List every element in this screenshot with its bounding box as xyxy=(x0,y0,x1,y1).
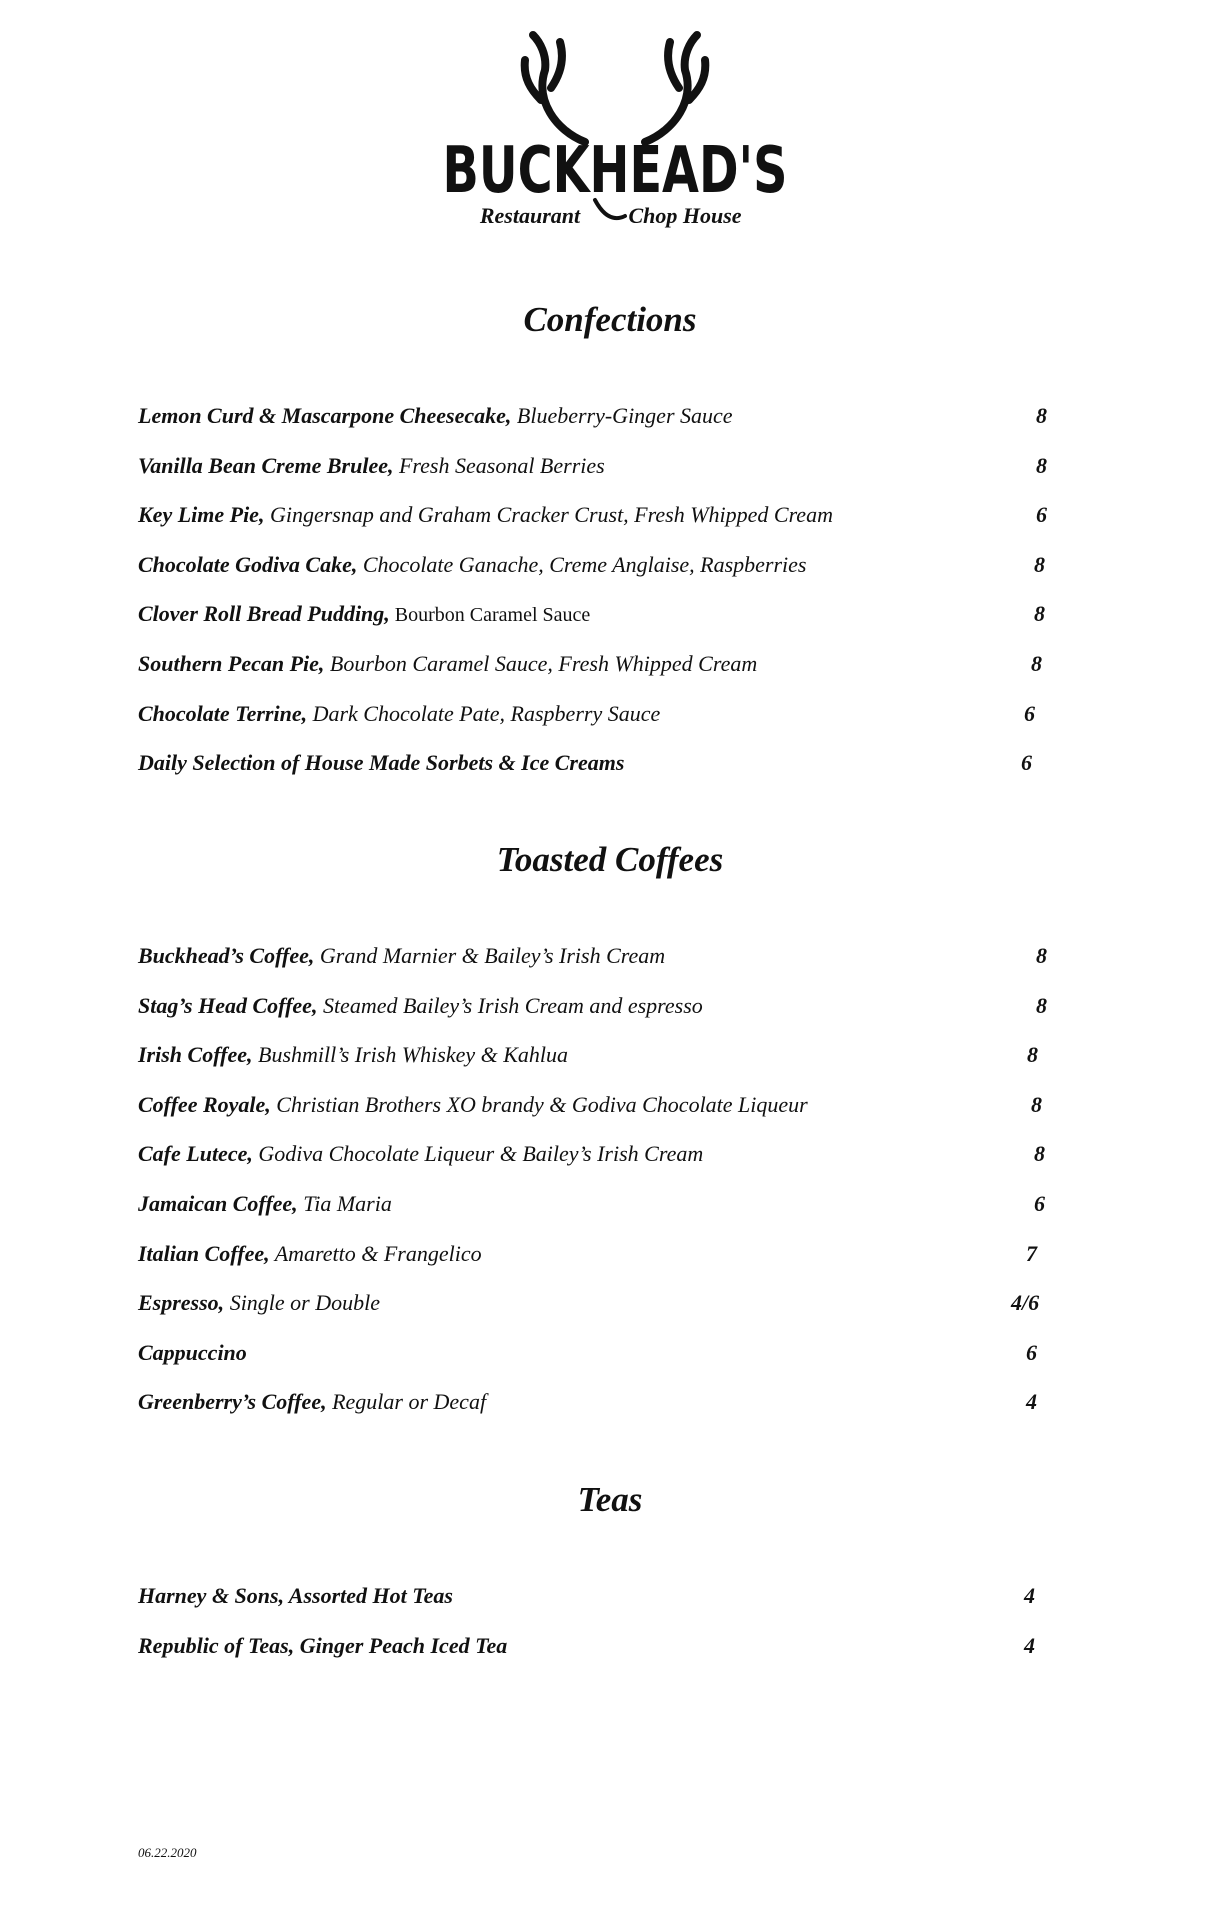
item-description: Blueberry-Ginger Sauce xyxy=(511,403,733,428)
item-description: Single or Double xyxy=(224,1290,381,1316)
menu-item xyxy=(138,1091,1048,1144)
menu-item xyxy=(138,1292,1048,1342)
item-price: 6 xyxy=(1036,502,1047,528)
item-name: Cafe Lutece, xyxy=(138,1141,253,1167)
menu-item xyxy=(138,551,1048,604)
menu-item xyxy=(138,1044,1048,1094)
item-name: Clover Roll Bread Pudding, xyxy=(138,601,390,627)
item-name: Daily Selection of House Made Sorbets & Ice Creams xyxy=(138,750,625,776)
menu-item xyxy=(138,700,1048,753)
menu-item xyxy=(138,992,1048,1045)
teas-list xyxy=(138,1585,1048,1684)
item-price: 6 xyxy=(1034,1190,1045,1216)
item-name: Irish Coffee, xyxy=(138,1042,253,1068)
item-price: 6 xyxy=(1024,700,1035,726)
menu-item xyxy=(138,405,1048,455)
item-price: 4/6 xyxy=(1011,1290,1040,1316)
item-name: Jamaican Coffee, xyxy=(138,1190,298,1216)
item-price: 8 xyxy=(1034,551,1045,577)
item-description: Grand Marnier & Bailey’s Irish Cream xyxy=(314,943,666,968)
item-price: 8 xyxy=(1027,1042,1038,1068)
item-name: Coffee Royale, xyxy=(138,1091,271,1117)
item-name: Chocolate Godiva Cake, xyxy=(138,551,358,577)
menu-item xyxy=(138,1585,1048,1635)
antlers-logo-icon xyxy=(435,30,795,230)
item-price: 8 xyxy=(1036,943,1047,968)
logo-brand-text: BUCKHEAD'S xyxy=(442,134,788,208)
item-price: 8 xyxy=(1036,403,1047,428)
item-price: 8 xyxy=(1031,1091,1042,1117)
item-name: Stag’s Head Coffee, xyxy=(138,992,318,1018)
menu-item xyxy=(138,1339,1048,1392)
item-name: Italian Coffee, xyxy=(138,1240,270,1266)
item-price: 7 xyxy=(1026,1240,1037,1266)
item-description: Fresh Seasonal Berries xyxy=(393,452,605,478)
item-price: 4 xyxy=(1026,1389,1037,1415)
item-description: Steamed Bailey’s Irish Cream and espresso xyxy=(317,992,703,1018)
item-price: 8 xyxy=(1036,992,1047,1018)
menu-item xyxy=(138,650,1048,703)
menu-item xyxy=(138,1143,1048,1193)
menu-item xyxy=(138,504,1048,554)
item-description: Regular or Decaf xyxy=(326,1389,487,1415)
menu-item xyxy=(138,1190,1048,1243)
section-title-teas: Teas xyxy=(577,1480,643,1519)
item-description: Bourbon Caramel Sauce xyxy=(389,604,591,627)
item-price: 4 xyxy=(1024,1583,1035,1608)
item-name: Chocolate Terrine, xyxy=(138,700,308,726)
item-name: Buckhead’s Coffee, xyxy=(138,943,315,968)
menu-item xyxy=(138,752,1048,802)
item-name: Key Lime Pie, xyxy=(138,502,265,528)
item-description: Chocolate Ganache, Creme Anglaise, Raspberries xyxy=(357,551,807,577)
logo-tagline-left: Restaurant xyxy=(479,203,581,228)
section-title-confections: Confections xyxy=(523,300,697,339)
item-price: 8 xyxy=(1034,601,1045,627)
menu-item xyxy=(138,452,1048,505)
item-price: 8 xyxy=(1034,1141,1045,1167)
item-name: Harney & Sons, Assorted Hot Teas xyxy=(138,1583,453,1608)
section-title-toasted-coffees: Toasted Coffees xyxy=(496,840,724,879)
logo-tagline-right: Chop House xyxy=(628,203,742,228)
menu-item xyxy=(138,1391,1048,1441)
item-description: Amaretto & Frangelico xyxy=(269,1240,482,1266)
menu-item xyxy=(138,1240,1048,1293)
item-description: Dark Chocolate Pate, Raspberry Sauce xyxy=(307,700,661,726)
item-name: Greenberry’s Coffee, xyxy=(138,1389,327,1415)
item-description: Christian Brothers XO brandy & Godiva Chocolate Liqueur xyxy=(270,1091,808,1117)
toasted-coffees-list xyxy=(138,945,1048,1441)
menu-item xyxy=(138,945,1048,995)
item-description: Godiva Chocolate Liqueur & Bailey’s Irish Cream xyxy=(252,1141,704,1167)
item-name: Republic of Teas, Ginger Peach Iced Tea xyxy=(138,1632,508,1658)
restaurant-logo xyxy=(435,30,795,230)
item-price: 6 xyxy=(1021,750,1032,776)
menu-item xyxy=(138,603,1048,653)
menu-date: 06.22.2020 xyxy=(138,1845,197,1860)
item-name: Cappuccino xyxy=(138,1339,247,1365)
item-price: 8 xyxy=(1036,452,1047,478)
menu-item xyxy=(138,1632,1048,1685)
item-price: 8 xyxy=(1031,650,1042,676)
item-name: Lemon Curd & Mascarpone Cheesecake, xyxy=(138,403,512,428)
item-name: Vanilla Bean Creme Brulee, xyxy=(138,452,394,478)
confections-list xyxy=(138,405,1048,802)
item-description: Gingersnap and Graham Cracker Crust, Fresh Whipped Cream xyxy=(264,502,833,528)
item-price: 6 xyxy=(1026,1339,1037,1365)
item-description: Bushmill’s Irish Whiskey & Kahlua xyxy=(252,1042,569,1068)
item-price: 4 xyxy=(1024,1632,1035,1658)
item-name: Southern Pecan Pie, xyxy=(138,650,325,676)
item-name: Espresso, xyxy=(138,1290,225,1316)
item-description: Tia Maria xyxy=(297,1190,392,1216)
item-description: Bourbon Caramel Sauce, Fresh Whipped Cream xyxy=(324,650,758,676)
